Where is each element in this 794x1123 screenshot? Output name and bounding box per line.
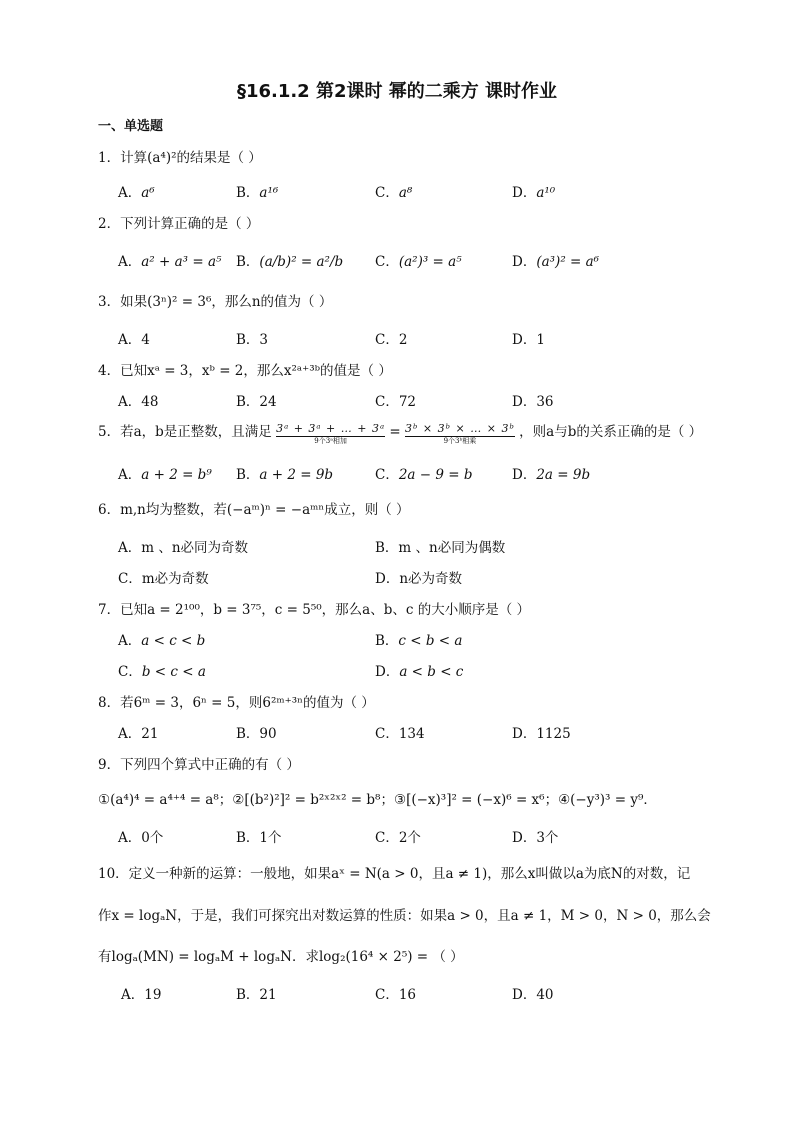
q1-option-d: D．a¹⁰ — [512, 185, 556, 201]
q5-option-a: A．a + 2 = b⁹ — [118, 467, 212, 483]
q6-option-c: C．m必为奇数 — [118, 571, 209, 587]
q3-option-d: D．1 — [512, 332, 545, 348]
q1-option-b: B．a¹⁶ — [236, 185, 279, 201]
q1-option-a: A．a⁶ — [118, 185, 155, 201]
q3-option-c: C．2 — [375, 332, 408, 348]
q5-option-b: B．a + 2 = 9b — [236, 467, 334, 483]
question-10-line-1: 10．定义一种新的运算：一般地，如果aˣ = N(a > 0，且a ≠ 1)，那么x叫做以a为底N的对数，记 — [98, 866, 691, 882]
q5-option-c: C．2a − 9 = b — [375, 467, 473, 483]
q7-option-b: B．c < b < a — [375, 633, 463, 649]
question-2-stem: 2．下列计算正确的是（ ） — [98, 216, 260, 232]
brace-sum-expression: 3ᵃ + 3ᵃ + … + 3ᵃ 9个3ᵃ相加 — [276, 422, 386, 445]
q5-option-d: D．2a = 9b — [512, 467, 591, 483]
q9-option-b: B．1个 — [236, 830, 282, 846]
q8-option-b: B．90 — [236, 726, 277, 742]
q6-option-a: A．m 、n必同为奇数 — [118, 540, 249, 556]
page-title: §16.1.2 第2课时 幂的二乘方 课时作业 — [236, 81, 558, 102]
q9-option-c: C．2个 — [375, 830, 421, 846]
question-9-formulas: ①(a⁴)⁴ = a⁴⁺⁴ = a⁸；②[(b²)²]² = b²ˣ²ˣ² = b⁸；③[(−x)³]² = (−x)⁶ = x⁶；④(−y³)³ = y⁹． — [98, 792, 657, 808]
q1-option-c: C．a⁸ — [375, 185, 413, 201]
q3-option-a: A．4 — [118, 332, 150, 348]
section-heading: 一、单选题 — [98, 119, 164, 134]
q2-option-a: A．a² + a³ = a⁵ — [118, 254, 222, 270]
q8-option-c: C．134 — [375, 726, 425, 742]
question-10-line-3: 有logₐ(MN) = logₐM + logₐN．求log₂(16⁴ × 2⁵) = （ ） — [98, 949, 464, 965]
q4-option-c: C．72 — [375, 394, 417, 410]
question-4-stem: 4．已知xᵃ = 3，xᵇ = 2，那么x²ᵃ⁺³ᵇ的值是（ ） — [98, 363, 392, 379]
q10-option-a: A．19 — [121, 987, 162, 1003]
q7-option-d: D．a < b < c — [375, 664, 464, 680]
q2-option-d: D．(a³)² = a⁶ — [512, 254, 600, 270]
question-9-stem: 9．下列四个算式中正确的有（ ） — [98, 757, 300, 773]
q7-option-c: C．b < c < a — [118, 664, 206, 680]
question-1-stem: 1．计算(a⁴)²的结果是（ ） — [98, 150, 262, 166]
q9-option-d: D．3个 — [512, 830, 559, 846]
q8-option-a: A．21 — [118, 726, 159, 742]
question-10-line-2: 作x = logₐN，于是，我们可探究出对数运算的性质：如果a > 0，且a ≠ 1，M > 0，N > 0，那么会 — [98, 908, 711, 924]
brace-product-expression: 3ᵇ × 3ᵇ × … × 3ᵇ 9个3ᵇ相乘 — [405, 422, 515, 445]
q6-option-d: D．n必为奇数 — [375, 571, 463, 587]
q3-option-b: B．3 — [236, 332, 269, 348]
q10-option-c: C．16 — [375, 987, 417, 1003]
question-3-stem: 3．如果(3ⁿ)² = 3⁶，那么n的值为（ ） — [98, 294, 333, 310]
q2-option-c: C．(a²)³ = a⁵ — [375, 254, 462, 270]
q9-option-a: A．0个 — [118, 830, 164, 846]
q4-option-d: D．36 — [512, 394, 554, 410]
q4-option-b: B．24 — [236, 394, 277, 410]
q7-option-a: A．a < c < b — [118, 633, 206, 649]
question-5-stem: 5．若a，b是正整数，且满足 3ᵃ + 3ᵃ + … + 3ᵃ 9个3ᵃ相加 = 3ᵇ × 3ᵇ × … × 3ᵇ 9个3ᵇ相乘 ，则a与b的关系正确的是（ ） — [98, 422, 703, 445]
q6-option-b: B．m 、n必同为偶数 — [375, 540, 506, 556]
q2-option-b: B．(a/b)² = a²/b — [236, 254, 344, 270]
q4-option-a: A．48 — [118, 394, 159, 410]
question-7-stem: 7．已知a = 2¹⁰⁰，b = 3⁷⁵，c = 5⁵⁰，那么a、b、c 的大小顺序是（ ） — [98, 602, 531, 618]
q10-option-d: D．40 — [512, 987, 554, 1003]
question-6-stem: 6．m,n均为整数，若(−aᵐ)ⁿ = −aᵐⁿ成立，则（ ） — [98, 502, 410, 518]
q10-option-b: B．21 — [236, 987, 277, 1003]
question-8-stem: 8．若6ᵐ = 3，6ⁿ = 5，则6²ᵐ⁺³ⁿ的值为（ ） — [98, 695, 375, 711]
q8-option-d: D．1125 — [512, 726, 571, 742]
